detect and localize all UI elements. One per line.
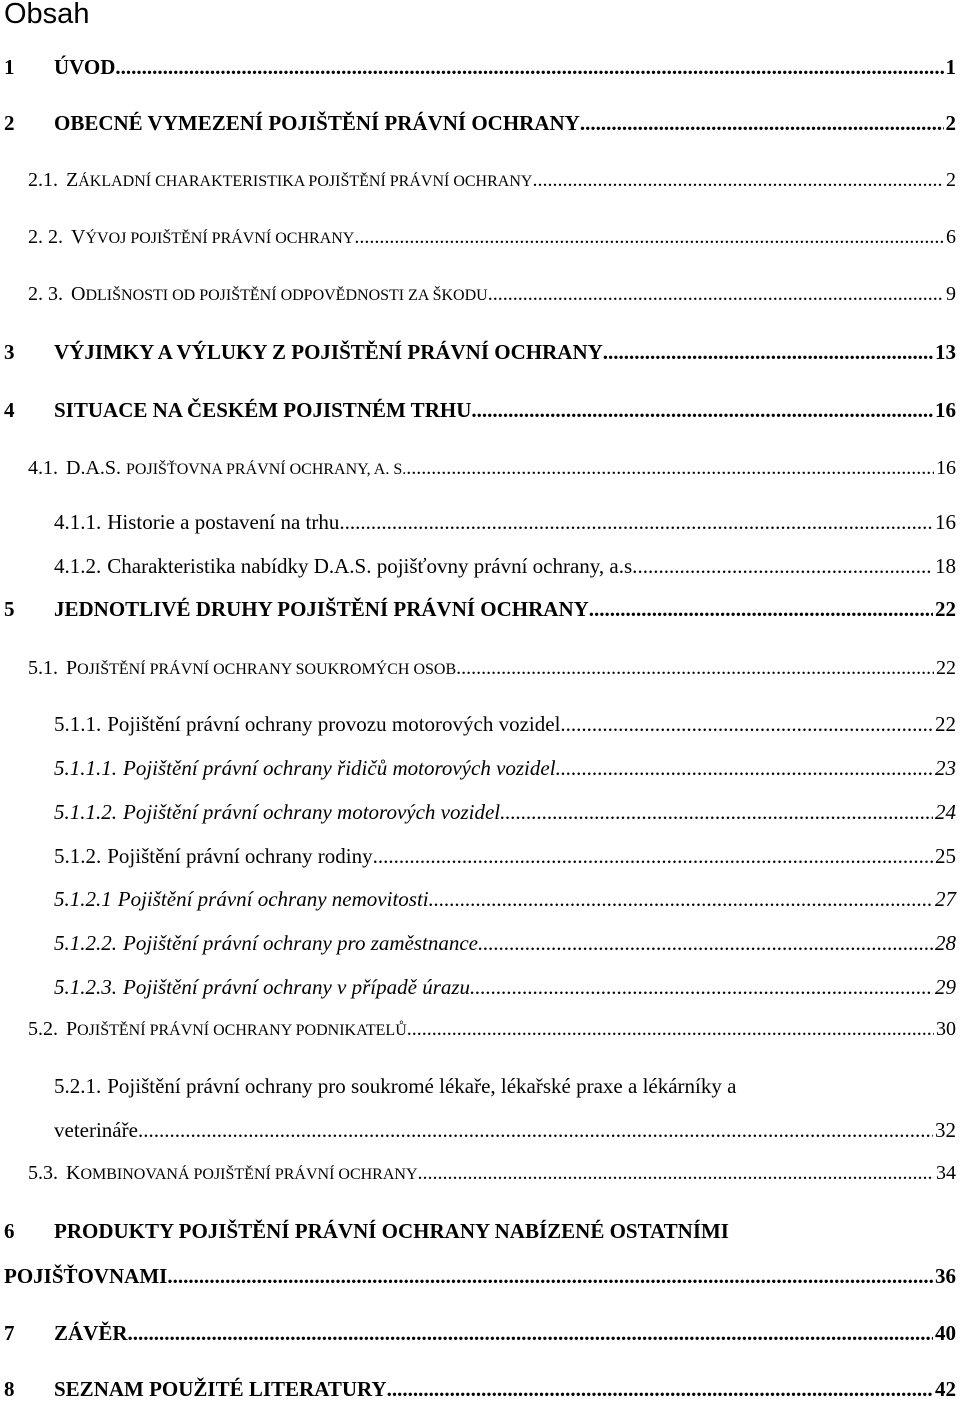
toc-page: 6 bbox=[946, 226, 956, 248]
toc-leader bbox=[500, 797, 933, 827]
toc-leader bbox=[418, 1158, 934, 1188]
toc-number: 2. 2. bbox=[28, 226, 63, 248]
toc-entry-2-2[interactable] bbox=[28, 222, 956, 252]
toc-leader bbox=[580, 108, 944, 138]
toc-title: VÝJIMKY A VÝLUKY Z POJIŠTĚNÍ PRÁVNÍ OCHRANY bbox=[54, 340, 603, 364]
toc-entry-5-2-1[interactable] bbox=[54, 1071, 736, 1101]
toc-entry-4[interactable] bbox=[4, 395, 956, 425]
toc-entry-1[interactable] bbox=[4, 52, 956, 82]
toc-title: OJIŠTĚNÍ PRÁVNÍ OCHRANY PODNIKATELŮ bbox=[77, 1022, 407, 1039]
toc-number: 8 bbox=[4, 1377, 15, 1401]
toc-page: 29 bbox=[935, 975, 956, 999]
toc-entry-5-1[interactable] bbox=[28, 653, 956, 683]
toc-page: 27 bbox=[935, 887, 956, 911]
toc-title: Charakteristika nabídky D.A.S. pojišťovny právní ochrany, a.s. bbox=[107, 554, 638, 578]
toc-number: 2. 3. bbox=[28, 283, 63, 305]
toc-leader bbox=[470, 972, 933, 1002]
toc-number: 5.1.1.2. bbox=[54, 800, 117, 824]
toc-number: 4 bbox=[4, 398, 15, 422]
toc-number: 5.1. bbox=[28, 657, 58, 679]
toc-leader bbox=[637, 551, 933, 581]
toc-title: Pojištění právní ochrany rodiny bbox=[107, 844, 373, 868]
toc-title: SITUACE NA ČESKÉM POJISTNÉM TRHU bbox=[54, 398, 472, 422]
toc-entry-5[interactable] bbox=[4, 594, 956, 624]
toc-page: 32 bbox=[935, 1118, 956, 1142]
toc-title: Pojištění právní ochrany nemovitosti bbox=[117, 887, 429, 911]
toc-number: 5.1.2. bbox=[54, 844, 102, 868]
toc-entry-5-1-2[interactable] bbox=[54, 841, 956, 871]
toc-title-initial: P bbox=[66, 657, 78, 679]
toc-number: 5.1.2.2. bbox=[54, 931, 117, 955]
toc-title: ZÁVĚR bbox=[54, 1321, 128, 1345]
toc-title-initial: Z bbox=[66, 169, 79, 191]
toc-entry-6[interactable] bbox=[4, 1216, 729, 1246]
toc-number: 4.1.2. bbox=[54, 554, 102, 578]
toc-title: OMBINOVANÁ POJIŠTĚNÍ PRÁVNÍ OCHRANY bbox=[80, 1166, 418, 1183]
toc-title: Historie a postavení na trhu bbox=[107, 510, 340, 534]
toc-title: POJIŠŤOVNA PRÁVNÍ OCHRANY, A. S. bbox=[126, 461, 407, 478]
toc-leader bbox=[354, 222, 944, 252]
toc-number: 5.1.1. bbox=[54, 712, 102, 736]
toc-leader bbox=[406, 453, 934, 483]
toc-entry-5-1-1-1[interactable] bbox=[54, 753, 956, 783]
toc-leader bbox=[456, 653, 934, 683]
toc-page: 40 bbox=[935, 1321, 956, 1345]
toc-entry-5-2-1-continued[interactable] bbox=[54, 1115, 956, 1145]
toc-page: 22 bbox=[936, 657, 956, 679]
toc-title: JEDNOTLIVÉ DRUHY POJIŠTĚNÍ PRÁVNÍ OCHRANY bbox=[54, 597, 589, 621]
toc-leader bbox=[532, 165, 944, 195]
toc-number: 2.1. bbox=[28, 169, 58, 191]
toc-page: 36 bbox=[935, 1264, 956, 1288]
toc-entry-4-1-2[interactable] bbox=[54, 551, 956, 581]
toc-number: 5.1.2.3. bbox=[54, 975, 117, 999]
toc-page: 22 bbox=[935, 597, 956, 621]
toc-page: 25 bbox=[935, 844, 956, 868]
toc-page: 13 bbox=[935, 340, 956, 364]
toc-title: Pojištění právní ochrany pro soukromé lékaře, lékařské praxe a lékárníky a bbox=[107, 1074, 737, 1098]
toc-title-initial: K bbox=[66, 1162, 81, 1184]
toc-leader bbox=[471, 395, 933, 425]
toc-leader bbox=[556, 753, 933, 783]
toc-number: 2 bbox=[4, 111, 15, 135]
toc-page: 34 bbox=[936, 1162, 956, 1184]
toc-number: 5.1.2.1 bbox=[54, 887, 112, 911]
toc-entry-6-continued[interactable] bbox=[4, 1261, 956, 1291]
toc-leader bbox=[488, 279, 944, 309]
toc-entry-5-1-2-1[interactable] bbox=[54, 884, 956, 914]
toc-title-continued: veterináře bbox=[54, 1118, 138, 1142]
toc-entry-4-1-1[interactable] bbox=[54, 507, 956, 537]
toc-page: 42 bbox=[935, 1377, 956, 1401]
toc-page: 16 bbox=[936, 457, 956, 479]
toc-entry-3[interactable] bbox=[4, 337, 956, 367]
toc-entry-2[interactable] bbox=[4, 108, 956, 138]
toc-entry-5-1-1[interactable] bbox=[54, 709, 956, 739]
toc-leader bbox=[603, 337, 933, 367]
toc-leader bbox=[478, 928, 933, 958]
toc-title-initial: V bbox=[71, 226, 86, 248]
toc-number: 5 bbox=[4, 597, 15, 621]
toc-entry-2-3[interactable] bbox=[28, 279, 956, 309]
toc-title: ÚVOD bbox=[54, 55, 116, 79]
toc-page: 16 bbox=[935, 510, 956, 534]
toc-number: 1 bbox=[4, 55, 15, 79]
toc-page: 9 bbox=[946, 283, 956, 305]
toc-title: OBECNÉ VYMEZENÍ POJIŠTĚNÍ PRÁVNÍ OCHRANY bbox=[54, 111, 580, 135]
toc-leader bbox=[429, 884, 933, 914]
toc-entry-2-1[interactable] bbox=[28, 165, 956, 195]
toc-number: 5.2. bbox=[28, 1018, 58, 1040]
toc-leader bbox=[373, 841, 933, 871]
toc-page: 16 bbox=[935, 398, 956, 422]
toc-page: 28 bbox=[935, 931, 956, 955]
toc-title: Pojištění právní ochrany v případě úrazu bbox=[123, 975, 471, 999]
toc-number: 5.3. bbox=[28, 1162, 58, 1184]
toc-title-initial: P bbox=[66, 1018, 78, 1040]
toc-title: ÝVOJ POJIŠTĚNÍ PRÁVNÍ OCHRANY bbox=[85, 230, 355, 247]
toc-page: 30 bbox=[936, 1018, 956, 1040]
toc-leader bbox=[560, 709, 933, 739]
toc-title: Pojištění právní ochrany řidičů motorových vozidel bbox=[123, 756, 556, 780]
toc-page: 2 bbox=[946, 169, 956, 191]
toc-title: SEZNAM POUŽITÉ LITERATURY bbox=[54, 1377, 387, 1401]
toc-title: DLIŠNOSTI OD POJIŠTĚNÍ ODPOVĚDNOSTI ZA ŠKODU bbox=[85, 287, 488, 304]
toc-leader bbox=[138, 1115, 933, 1145]
toc-title-initial: D.A.S. bbox=[66, 457, 127, 479]
toc-entry-5-1-2-3[interactable] bbox=[54, 972, 956, 1002]
toc-page: 22 bbox=[935, 712, 956, 736]
page-title: Obsah bbox=[4, 0, 90, 30]
toc-title: ÁKLADNÍ CHARAKTERISTIKA POJIŠTĚNÍ PRÁVNÍ OCHRANY bbox=[78, 173, 533, 190]
toc-number: 3 bbox=[4, 340, 15, 364]
toc-page: 1 bbox=[945, 55, 956, 79]
toc-entry-5-1-1-2[interactable] bbox=[54, 797, 956, 827]
toc-title-continued: POJIŠŤOVNAMI bbox=[4, 1264, 168, 1288]
toc-leader bbox=[115, 52, 943, 82]
toc-leader bbox=[339, 507, 933, 537]
toc-page: 23 bbox=[935, 756, 956, 780]
toc-title: Pojištění právní ochrany provozu motorových vozidel bbox=[107, 712, 561, 736]
toc-entry-7[interactable] bbox=[4, 1318, 956, 1348]
toc-number: 6 bbox=[4, 1219, 15, 1243]
toc-number: 7 bbox=[4, 1321, 15, 1345]
toc-page: 18 bbox=[935, 554, 956, 578]
toc-title: OJIŠTĚNÍ PRÁVNÍ OCHRANY SOUKROMÝCH OSOB bbox=[77, 661, 457, 678]
toc-number: 5.2.1. bbox=[54, 1074, 102, 1098]
toc-page: 24 bbox=[935, 800, 956, 824]
toc-number: 4.1.1. bbox=[54, 510, 102, 534]
toc-entry-5-1-2-2[interactable] bbox=[54, 928, 956, 958]
toc-page: 2 bbox=[945, 111, 956, 135]
toc-leader bbox=[407, 1014, 934, 1044]
toc-number: 4.1. bbox=[28, 457, 58, 479]
toc-entry-5-2[interactable] bbox=[28, 1014, 956, 1044]
toc-entry-4-1[interactable] bbox=[28, 453, 956, 483]
toc-leader bbox=[167, 1261, 933, 1291]
toc-number: 5.1.1.1. bbox=[54, 756, 117, 780]
toc-title: PRODUKTY POJIŠTĚNÍ PRÁVNÍ OCHRANY NABÍZENÉ OSTATNÍMI bbox=[54, 1219, 729, 1243]
toc-title: Pojištění právní ochrany motorových vozidel bbox=[123, 800, 501, 824]
toc-title-initial: O bbox=[71, 283, 86, 305]
toc-leader bbox=[128, 1318, 933, 1348]
toc-title: Pojištění právní ochrany pro zaměstnance bbox=[123, 931, 479, 955]
toc-entry-5-3[interactable] bbox=[28, 1158, 956, 1188]
toc-leader bbox=[589, 594, 933, 624]
